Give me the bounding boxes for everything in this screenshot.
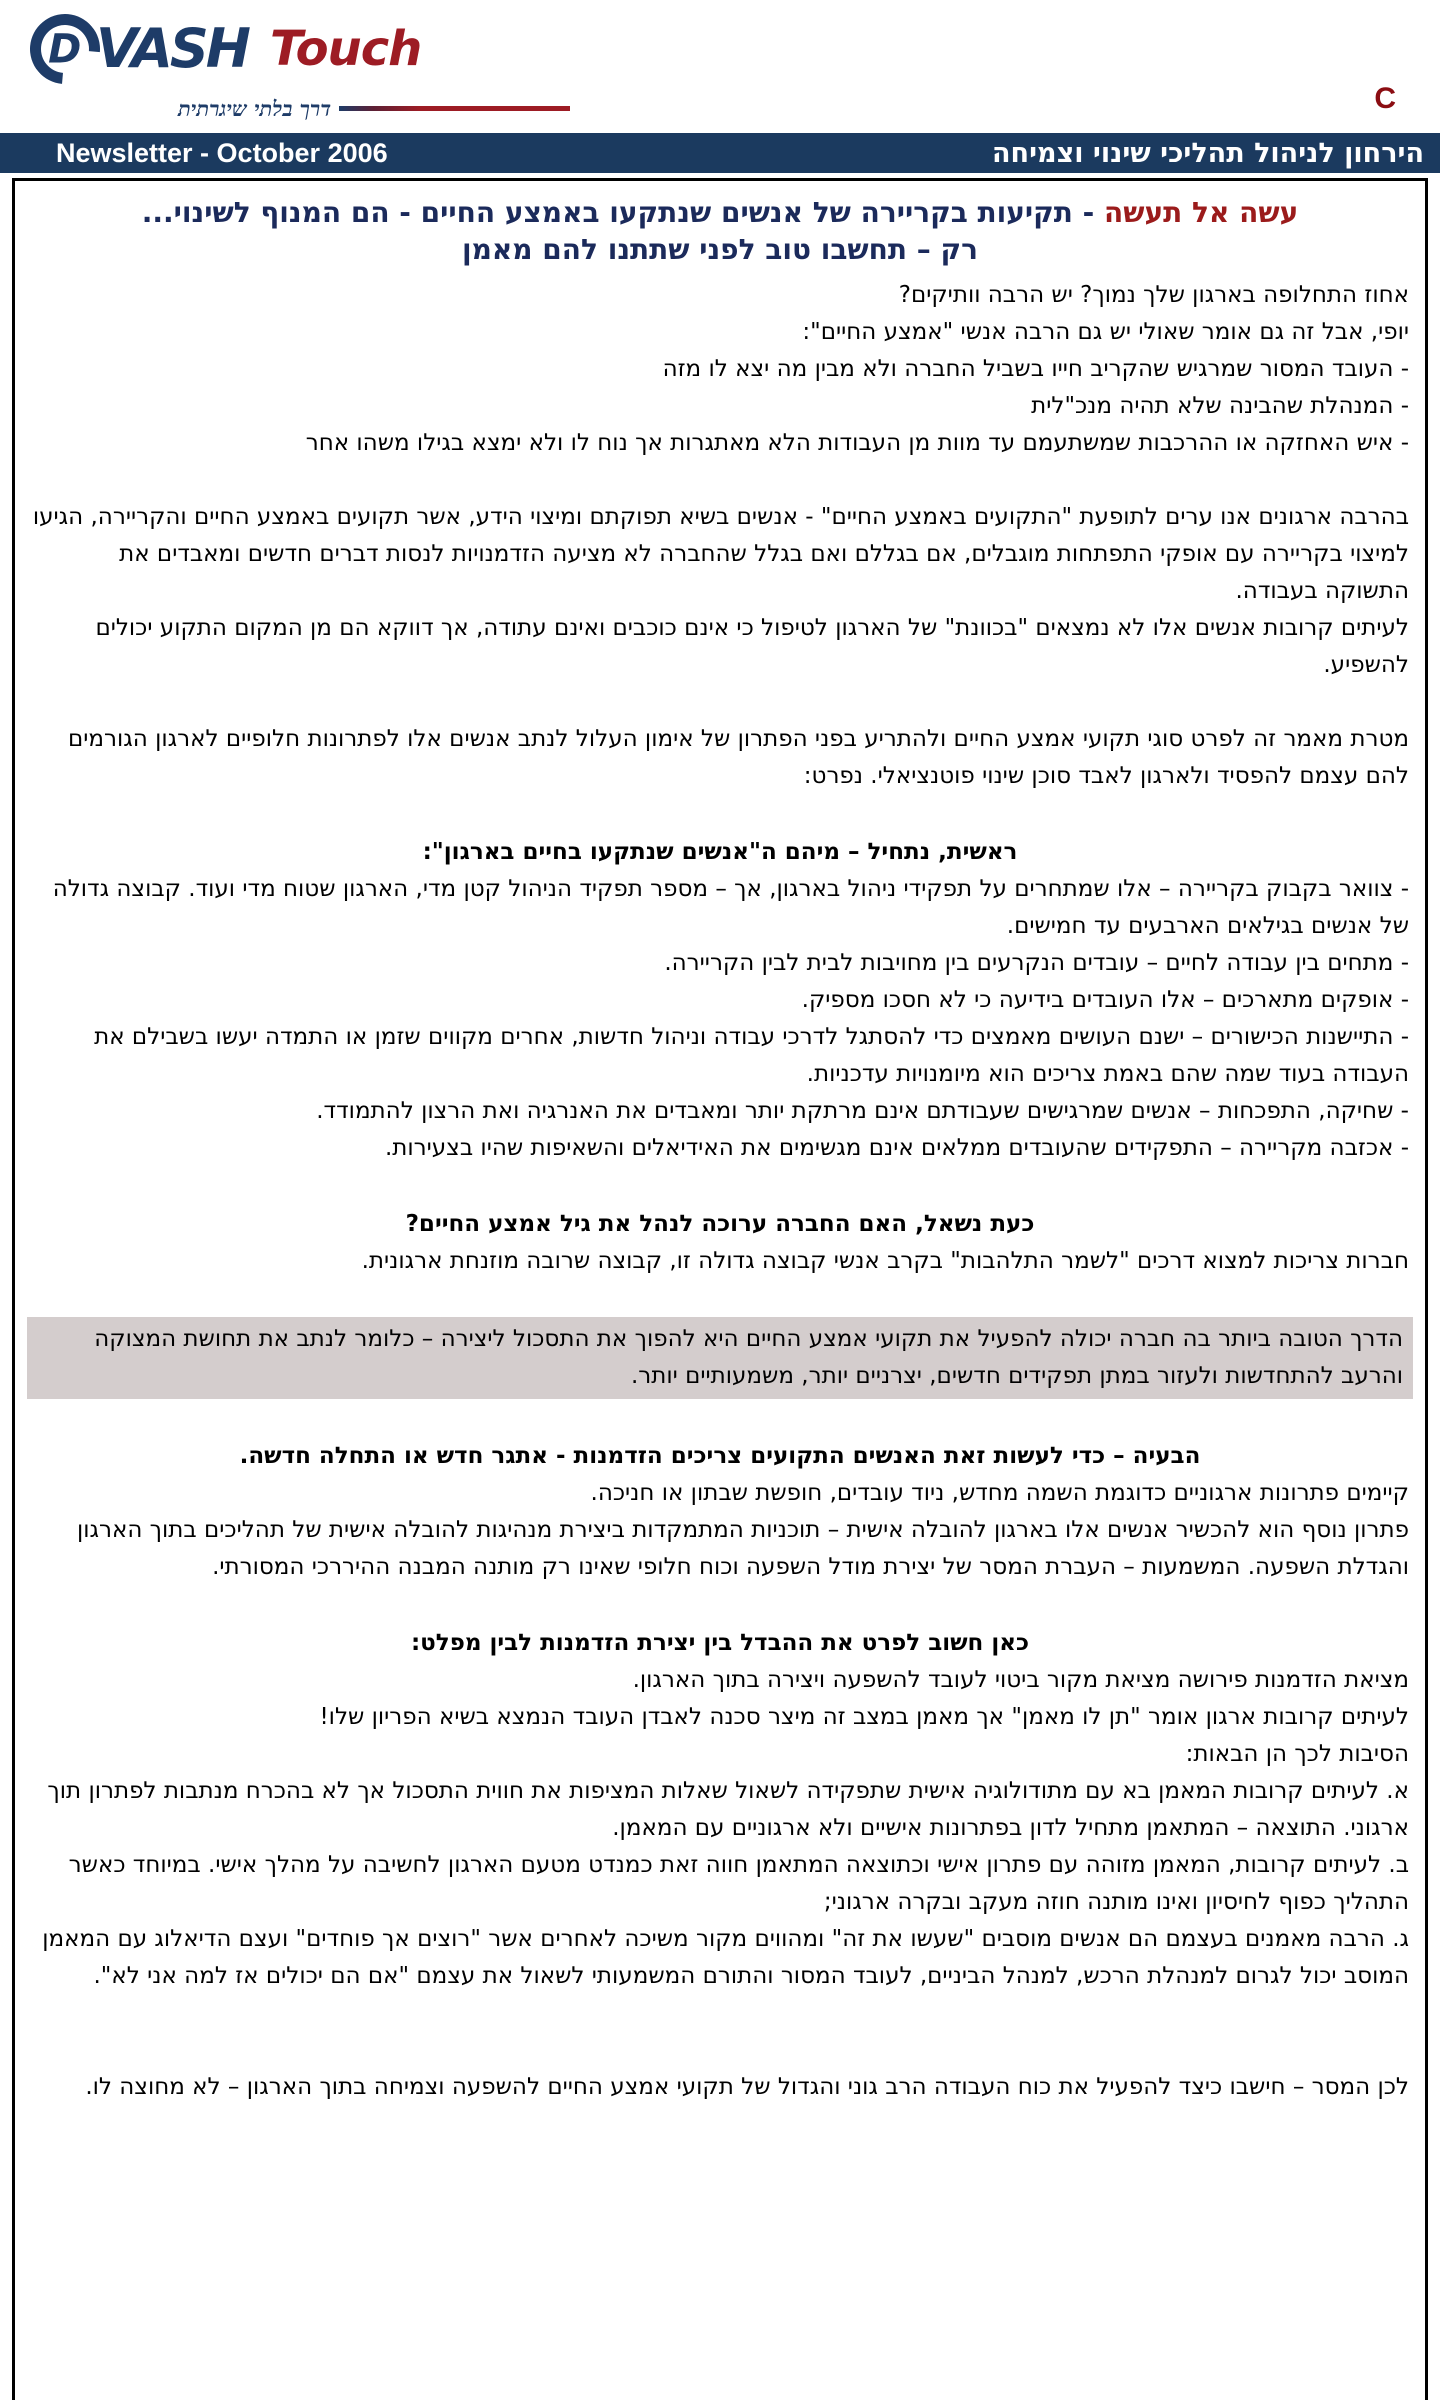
logo-tagline: דרך בלתי שיגרתית — [178, 96, 332, 121]
article-paragraph: - התיישנות הכישורים – ישנם העושים מאמצים כדי להסתגל לדרכי עבודה וניהול חדשות, אחרים מקווים שזמן או התמדה יעשו בשבילם את העבודה בעוד שמה שהם באמת צריכים הוא מיומנויות עדכניות. — [94, 1023, 1409, 1087]
article-title-red: עשה אל תעשה — [1104, 196, 1299, 229]
article-title-line2: רק – תחשבו טוב לפני שתתנו להם מאמן — [462, 232, 978, 266]
article-paragraph: יופי, אבל זה גם אומר שאולי יש גם הרבה אנשי "אמצע החיים": — [802, 318, 1409, 345]
article-paragraph: אחוז התחלופה בארגון שלך נמוך? יש הרבה וותיקים? — [898, 281, 1409, 308]
article-paragraph: - אופקים מתארכים – אלו העובדים בידיעה כי לא חסכו מספיק. — [801, 986, 1409, 1013]
logo-text-touch: Touch — [270, 21, 422, 77]
article-spacer — [31, 2032, 1409, 2069]
article-paragraph: קיימים פתרונות ארגוניים כדוגמת השמה מחדש, ניוד עובדים, חופשת שבתון או חניכה. — [590, 1479, 1409, 1506]
article-paragraph: חברות צריכות למצוא דרכים "לשמר התלהבות" בקרב אנשי קבוצה גדולה זו, קבוצה שרובה מוזנחת ארגונית. — [361, 1247, 1409, 1274]
header-bar — [0, 133, 1440, 173]
article-spacer — [31, 1995, 1409, 2032]
article-paragraph: - אכזבה מקריירה – התפקידים שהעובדים ממלאים אינם מגשימים את האידיאלים והשאיפות שהיו בצעירות. — [384, 1134, 1409, 1161]
article-spacer — [31, 795, 1409, 832]
article-paragraph: מציאת הזדמנות פירושה מציאת מקור ביטוי לעובד להשפעה ויצירה בתוך הארגון. — [632, 1666, 1409, 1693]
article-paragraph: - המנהלת שהבינה שלא תהיה מנכ"לית — [1031, 392, 1409, 419]
article-section-heading: הבעיה – כדי לעשות זאת האנשים התקועים צריכים הזדמנות - אתגר חדש או התחלה חדשה. — [239, 1442, 1201, 1469]
gradient-rule — [339, 106, 570, 111]
logo-text-vash: VASH — [96, 17, 249, 80]
article-section-heading: ראשית, נתחיל – מיהם ה"אנשים שנתקעו בחיים בארגון": — [422, 838, 1018, 865]
article-paragraph: בהרבה ארגונים אנו ערים לתופעת "התקועים באמצע החיים" - אנשים בשיא תפוקתם ומיצוי הידע, אשר תקועים באמצע החיים והקריירה, הגיעו למיצוי בקריירה עם אופקי התפתחות מוגבלים, אם בגללם ואם בגלל שהחברה לא מציעה הזדמנויות לנסות דברים חדשים ומאבדים את התשוקה בעבודה. — [32, 503, 1409, 604]
article-spacer — [31, 462, 1409, 499]
article-paragraph: לעיתים קרובות אנשים אלו לא נמצאים "בכוונת" של הארגון לטיפול כי אינם כוכבים ואינם עתודה, אך דווקא הם מן המקום התקוע יכולים להשפיע. — [95, 614, 1409, 678]
article-spacer — [31, 684, 1409, 721]
article-paragraph: לעיתים קרובות ארגון אומר "תן לו מאמן" אך מאמן במצב זה מיצר סכנה לאבדן העובד הנמצא בשיא הפריון שלו! — [319, 1703, 1409, 1730]
article-paragraph: פתרון נוסף הוא להכשיר אנשים אלו בארגון להובלה אישית – תוכניות המתמקדות ביצירת מנהיגות להובלה אישית של תהליכים בתוך הארגון והגדלת השפעה. המשמעות – העברת המסר של יצירת מודל השפעה וכוח חלופי שאינו רק מותנה המבנה ההיררכי המסורתי. — [76, 1516, 1409, 1580]
article-section-heading: כעת נשאל, האם החברה ערוכה לנהל את גיל אמצע החיים? — [405, 1210, 1035, 1237]
article-paragraph: - שחיקה, התפכחות – אנשים שמרגישים שעבודתם אינם מרתקת יותר ומאבדים את האנרגיה ואת הרצון להתמודד. — [316, 1097, 1409, 1124]
article-paragraph: - העובד המסור שמרגיש שהקריב חייו בשביל החברה ולא מבין מה יצא לו מזה — [662, 355, 1409, 382]
article-title — [31, 195, 1409, 269]
corner-letter-c: C — [1374, 82, 1396, 115]
article-paragraph: לכן המסר – חישבו כיצד להפעיל את כוח העבודה הרב גוני והגדול של תקועי אמצע החיים להשפעה וצמיחה בתוך הארגון – לא מחוצה לו. — [85, 2073, 1409, 2100]
at-sign-icon — [16, 0, 115, 98]
article-paragraph: ג. הרבה מאמנים בעצמם הם אנשים מוסבים "שעשו את זה" ומהווים מקור משיכה לאחרים אשר "רוצים אך פוחדים" ועצם הדיאלוג עם המאמן המוסב יכול לגרום למנהלת הרכש, למנהל הביניים, לעובד המסור והתורם המשמעותי לשאול את עצמם "אם הם יכולים אז למה אני לא". — [42, 1925, 1409, 1989]
article-paragraph: - איש האחזקה או ההרכבות שמשתעמם עד מוות מן העבודות הלא מאתגרות אך נוח לו ולא ימצא בגילו משהו אחר — [305, 429, 1409, 456]
article-paragraph: - צוואר בקבוק בקריירה – אלו שמתחרים על תפקידי ניהול בארגון, אך – מספר תפקיד הניהול קטן מדי, הארגון שטוח מדי ועוד. קבוצה גדולה של אנשים בגילאים הארבעים עד חמישים. — [52, 875, 1409, 939]
newsletter-date-label: Newsletter - October 2006 — [56, 137, 388, 168]
article-paragraph: הסיבות לכך הן הבאות: — [1185, 1740, 1409, 1767]
article-paragraph: מטרת מאמר זה לפרט סוגי תקועי אמצע החיים ולהתריע בפני הפתרון של אימון העלול לנתב אנשים אלו לפתרונות חלופיים לארגון הגורמים להם עצמם להפסיד ולארגון לאבד סוכן שינוי פוטנציאלי. נפרט: — [68, 725, 1409, 789]
article-spacer — [31, 1399, 1409, 1436]
article-body — [31, 277, 1409, 2106]
article-paragraph: ב. לעיתים קרובות, המאמן מזוהה עם פתרון אישי וכתוצאה המתאמן חווה זאת כמנדט מטעם הארגון לחשיבה על מהלך אישי. במיוחד כאשר התהליך כפוף לחיסיון ואינו מותנה חוזה מעקב ובקרה ארגוני; — [68, 1851, 1409, 1915]
article-box — [12, 178, 1428, 2400]
article-spacer — [31, 1586, 1409, 1623]
logo-tagline-row — [178, 98, 570, 119]
dvash-logo — [30, 14, 421, 84]
article-highlight: הדרך הטובה ביותר בה חברה יכולה להפעיל את תקועי אמצע החיים היא להפוך את התסכול ליצירה – כלומר לנתב את תחושת המצוקה והרעב להתחדשות ולעזור במתן תפקידים חדשים, יצרניים יותר, משמעותיים יותר. — [27, 1317, 1413, 1399]
article-spacer — [31, 1167, 1409, 1204]
article-paragraph: א. לעיתים קרובות המאמן בא עם מתודולוגיה אישית שתפקידה לשאול שאלות המציפות את חווית התסכול אך לא בהכרח מנתבות לפתרון תוך ארגוני. התוצאה – המתאמן מתחיל לדון בפתרונות אישיים ולא ארגוניים עם המאמן. — [47, 1777, 1409, 1841]
article-paragraph: - מתחים בין עבודה לחיים – עובדים הנקרעים בין מחויבות לבית לבין הקריירה. — [664, 949, 1409, 976]
logo-letter-d: D — [48, 26, 82, 73]
article-spacer — [31, 1280, 1409, 1317]
article-section-heading: כאן חשוב לפרט את ההבדל בין יצירת הזדמנות לבין מפלט: — [410, 1629, 1030, 1656]
newsletter-hebrew-title: הירחון לניהול תהליכי שינוי וצמיחה — [992, 137, 1424, 169]
article-title-navy: - תקיעות בקריירה של אנשים שנתקעו באמצע החיים - הם המנוף לשינוי... — [141, 196, 1105, 229]
